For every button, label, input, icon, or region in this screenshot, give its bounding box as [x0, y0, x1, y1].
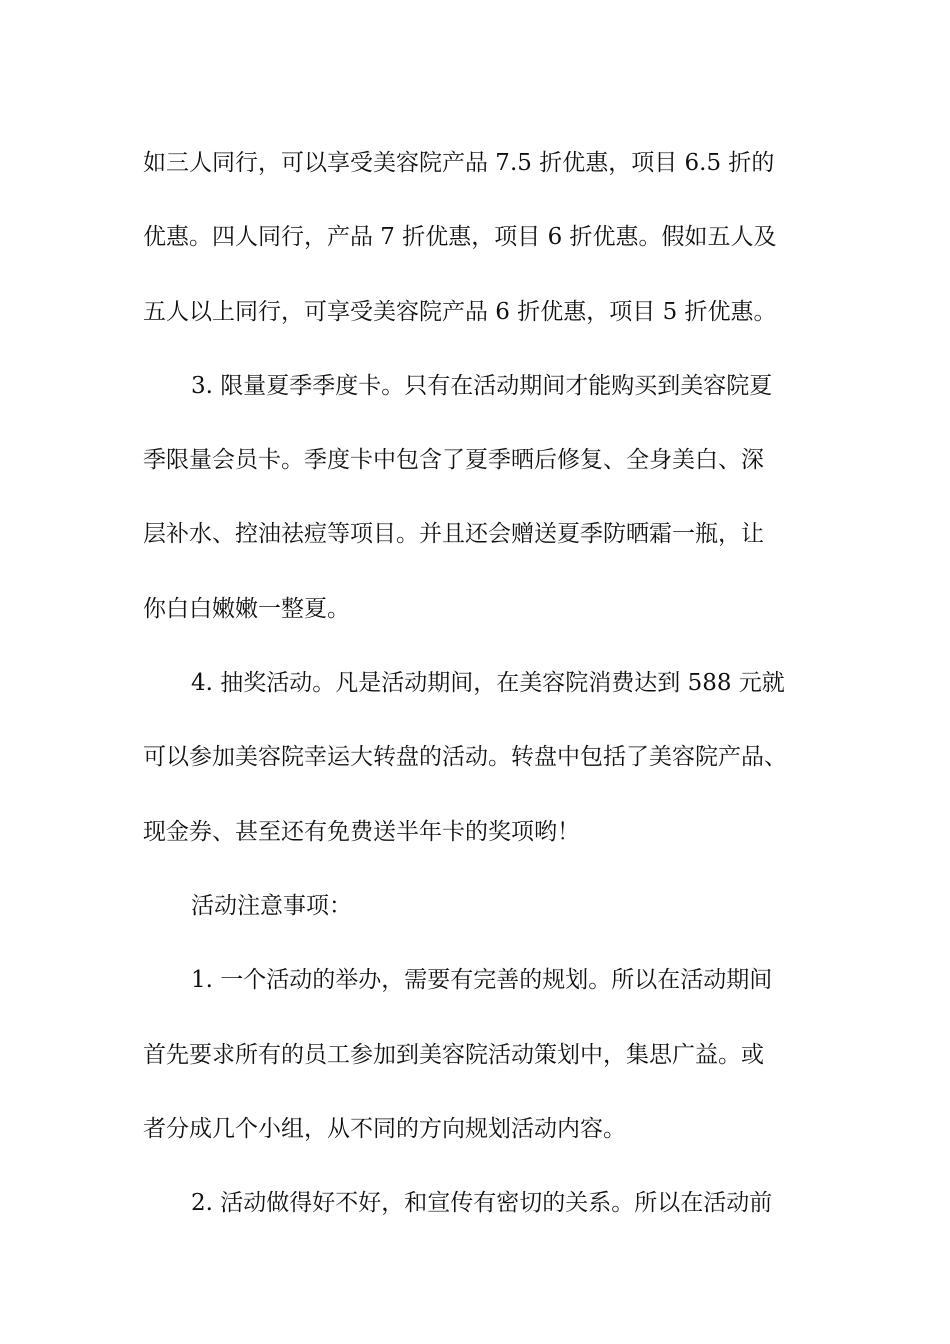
text-line: 首先要求所有的员工参加到美容院活动策划中，集思广益。或 — [143, 1041, 764, 1068]
section-heading: 活动注意事项： — [191, 892, 352, 919]
text-line: 你白白嫩嫩一整夏。 — [143, 595, 350, 622]
text-line: 现金券、甚至还有免费送半年卡的奖项哟！ — [143, 818, 580, 845]
text-line: 4. 抽奖活动。凡是活动期间，在美容院消费达到 588 元就 — [191, 670, 785, 697]
document-body — [143, 126, 833, 1240]
text-line: 季限量会员卡。季度卡中包含了夏季晒后修复、全身美白、深 — [143, 447, 764, 474]
text-line: 如三人同行，可以享受美容院产品 7.5 折优惠，项目 6.5 折的 — [143, 150, 775, 176]
text-line: 层补水、控油祛痘等项目。并且还会赠送夏季防晒霜一瓶，让 — [143, 521, 764, 548]
text-line: 可以参加美容院幸运大转盘的活动。转盘中包括了美容院产品、 — [143, 744, 787, 771]
text-line: 2. 活动做得好不好，和宣传有密切的关系。所以在活动前 — [191, 1190, 773, 1217]
text-line: 3. 限量夏季季度卡。只有在活动期间才能购买到美容院夏 — [191, 372, 773, 399]
text-line: 1. 一个活动的举办，需要有完善的规划。所以在活动期间 — [191, 967, 773, 994]
text-line: 优惠。四人同行，产品 7 折优惠，项目 6 折优惠。假如五人及 — [143, 224, 777, 251]
text-line: 五人以上同行，可享受美容院产品 6 折优惠，项目 5 折优惠。 — [143, 298, 777, 325]
text-line: 者分成几个小组，从不同的方向规划活动内容。 — [143, 1115, 626, 1142]
